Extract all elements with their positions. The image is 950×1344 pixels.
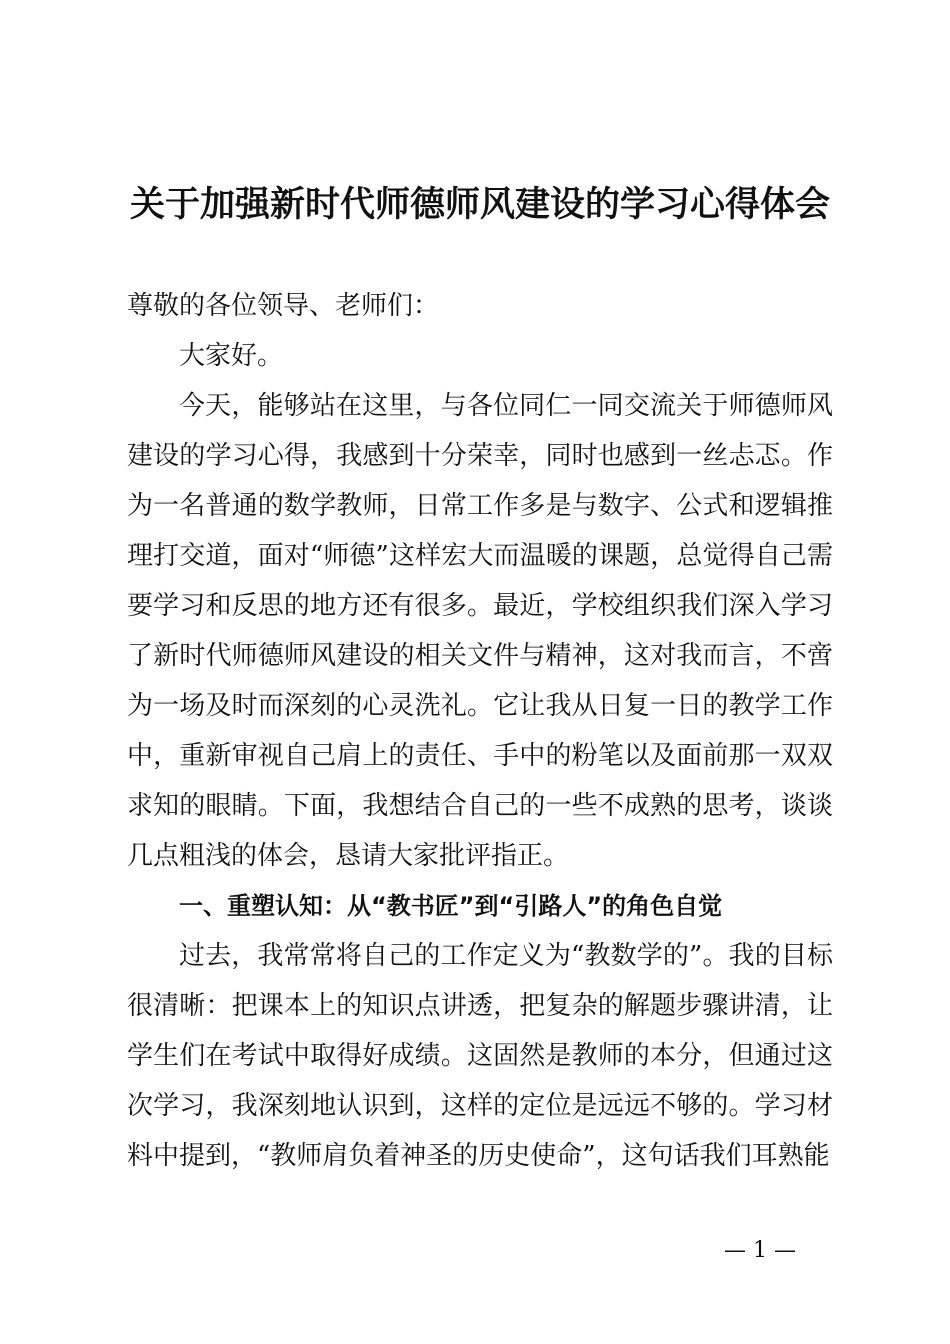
document-body [127, 281, 833, 1181]
salutation: 尊敬的各位领导、老师们： [127, 291, 440, 321]
greeting: 大家好。 [179, 341, 284, 371]
intro-paragraph: 今天，能够站在这里，与各位同仁一同交流关于师德师风建设的学习心得，我感到十分荣幸，同时也感到一丝忐忑。作为一名普通的数学教师，日常工作多是与数字、公式和逻辑推理打交道，面对“师德”这样宏大而温暖的课题，总觉得自己需要学习和反思的地方还有很多。最近，学校组织我们深入学习了新时代师德师风建设的相关文件与精神，这对我而言，不啻为一场及时而深刻的心灵洗礼。它让我从日复一日的教学工作中，重新审视自己肩上的责任、手中的粉笔以及面前那一双双求知的眼睛。下面，我想结合自己的一些不成熟的思考，谈谈几点粗浅的体会，恳请大家批评指正。 [127, 391, 833, 871]
section-1-heading: 一、重塑认知：从“教书匠”到“引路人”的角色自觉 [179, 892, 723, 920]
page-number: — 1 — [724, 1238, 796, 1263]
document-title: 关于加强新时代师德师风建设的学习心得体会 [129, 185, 830, 225]
section-1-paragraph: 过去，我常常将自己的工作定义为“教数学的”。我的目标很清晰：把课本上的知识点讲透，把复杂的解题步骤讲清，让学生们在考试中取得好成绩。这固然是教师的本分，但通过这次学习，我深刻地认识到，这样的定位是远远不够的。学习材料中提到，“教师肩负着神圣的历史使命”，这句话我们耳熟能 [127, 941, 833, 1171]
